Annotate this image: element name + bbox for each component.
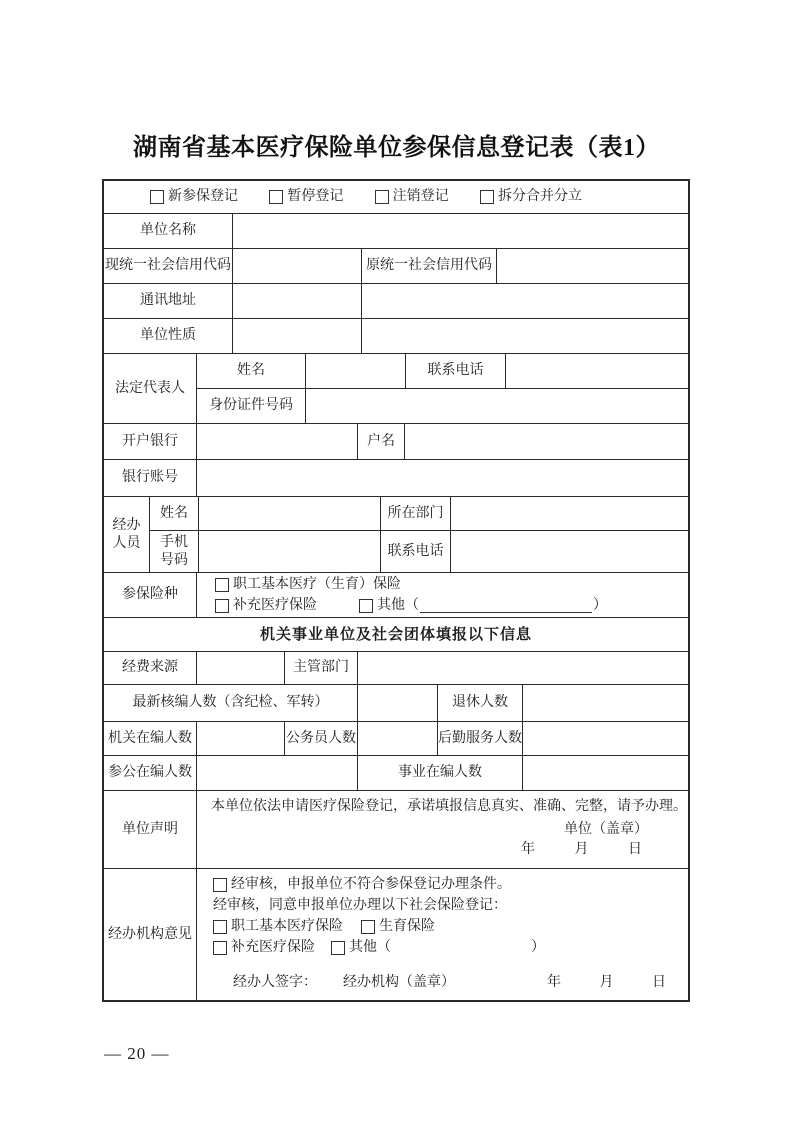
section-header-row [104, 617, 688, 651]
ref-civil-field[interactable] [196, 756, 357, 790]
address-field-left[interactable] [232, 284, 361, 318]
insurance-type-options [196, 573, 688, 617]
legal-rep-id-label: 身份证件号码 [209, 398, 293, 413]
declaration-day: 日 [628, 842, 642, 857]
unit-type-field-right[interactable] [361, 319, 688, 353]
opinion-options-line1 [213, 916, 680, 937]
agency-opinion-label: 经办机构意见 [108, 926, 192, 942]
opinion-employee-medical-label: 职工基本医疗保险 [231, 919, 343, 934]
legal-rep-name-row [197, 354, 688, 388]
employee-medical-option [215, 574, 401, 595]
institution-count-label: 事业在编人数 [357, 756, 522, 790]
checkbox-icon[interactable] [375, 190, 389, 204]
section-header: 机关事业单位及社会团体填报以下信息 [259, 626, 532, 643]
form-title: 湖南省基本医疗保险单位参保信息登记表（表1） [133, 135, 660, 161]
checkbox-icon[interactable] [480, 190, 494, 204]
opinion-date-group [547, 972, 666, 993]
checkbox-icon[interactable] [213, 878, 227, 892]
split-merge-label: 拆分合并分立 [497, 189, 582, 204]
registration-form-table [102, 179, 690, 1002]
funding-source-row [104, 651, 688, 684]
checkbox-icon[interactable] [213, 920, 227, 934]
checkbox-icon[interactable] [215, 599, 229, 613]
opinion-supplementary-option [213, 937, 315, 958]
insurance-type-label: 参保险种 [122, 587, 178, 602]
supervisor-dept-label: 主管部门 [284, 652, 357, 684]
legal-rep-id-field[interactable] [305, 389, 688, 423]
supervisor-dept-field[interactable] [357, 652, 688, 684]
suspend-registration-option [269, 188, 343, 206]
cancel-registration-label: 注销登记 [392, 189, 449, 204]
other-insurance-suffix: ） [593, 598, 607, 613]
other-insurance-prefix: 其他（ [377, 598, 419, 613]
unit-name-label: 单位名称 [140, 223, 196, 238]
org-staff-row [104, 721, 688, 755]
checkbox-icon[interactable] [361, 920, 375, 934]
bank-account-field[interactable] [196, 460, 688, 496]
opinion-signature-line [213, 972, 680, 993]
agency-seal-label: 经办机构（盖章） [343, 975, 455, 990]
other-insurance-option [359, 595, 607, 616]
staff-quota-row [104, 684, 688, 721]
handler-name-row [150, 497, 688, 530]
ref-civil-label: 参公在编人数 [108, 765, 192, 780]
opinion-reject-option [213, 874, 680, 895]
supplementary-medical-label: 补充医疗保险 [233, 598, 317, 613]
logistics-field[interactable] [522, 722, 688, 755]
declaration-text: 本单位依法申请医疗保险登记，承诺填报信息真实、准确、完整，请予办理。 [211, 799, 687, 814]
checkbox-icon[interactable] [215, 578, 229, 592]
handler-mobile-label-line2: 号码 [160, 552, 188, 568]
bank-account-label: 银行账号 [122, 470, 178, 485]
opinion-other-suffix: ） [531, 940, 545, 955]
declaration-date-line [211, 840, 688, 860]
current-credit-code-label: 现统一社会信用代码 [105, 258, 231, 273]
retired-count-label: 退休人数 [437, 685, 522, 721]
suspend-registration-label: 暂停登记 [287, 189, 344, 204]
account-name-field[interactable] [404, 424, 688, 459]
civil-servant-field[interactable] [357, 722, 437, 755]
staff-quota-label: 最新核编人数（含纪检、军转） [132, 695, 329, 710]
opinion-options-line2 [213, 937, 680, 958]
registration-type-row [104, 181, 688, 213]
handler-label [104, 497, 149, 572]
handler-label-line1: 经办 [112, 517, 141, 533]
bank-row [104, 423, 688, 459]
checkbox-icon[interactable] [359, 599, 373, 613]
handler-mobile-label [150, 531, 198, 572]
checkbox-icon[interactable] [150, 190, 164, 204]
handler-mobile-label-line1: 手机 [160, 534, 188, 550]
handler-signature-label: 经办人签字： [233, 975, 317, 990]
handler-mobile-row [150, 530, 688, 572]
agency-opinion-content [196, 869, 688, 1000]
opinion-maternity-label: 生育保险 [379, 919, 435, 934]
unit-seal-line: 单位（盖章） [564, 822, 648, 837]
former-credit-code-label: 原统一社会信用代码 [361, 249, 496, 283]
opinion-other-fill-space[interactable] [391, 943, 531, 953]
handler-group [104, 496, 688, 572]
opinion-approve-text: 经审核，同意申报单位办理以下社会保险登记： [213, 898, 507, 913]
declaration-content [196, 791, 688, 868]
handler-mobile-field[interactable] [198, 531, 380, 572]
address-label: 通讯地址 [140, 293, 196, 308]
legal-rep-phone-field[interactable] [505, 354, 688, 388]
funding-source-field[interactable] [196, 652, 284, 684]
opinion-supplementary-label: 补充医疗保险 [231, 940, 315, 955]
opinion-day: 日 [652, 975, 666, 990]
opinion-employee-medical-option [213, 916, 343, 937]
legal-rep-id-row [197, 388, 688, 423]
supplementary-medical-option [215, 595, 317, 616]
logistics-label: 后勤服务人数 [437, 722, 522, 755]
account-name-label: 户名 [357, 424, 404, 459]
legal-rep-group [104, 353, 688, 423]
org-staff-label: 机关在编人数 [108, 730, 192, 746]
handler-name-label: 姓名 [160, 505, 188, 521]
handler-name-field[interactable] [198, 497, 380, 530]
cancel-registration-option [375, 188, 449, 206]
unit-name-row [104, 213, 688, 248]
declaration-row [104, 790, 688, 868]
org-staff-field[interactable] [196, 722, 284, 755]
unit-type-field-left[interactable] [232, 319, 361, 353]
bank-account-row [104, 459, 688, 496]
address-field-right[interactable] [361, 284, 688, 318]
page-number: — 20 — [104, 1044, 170, 1063]
agency-opinion-row [104, 868, 688, 1000]
bank-field[interactable] [196, 424, 357, 459]
handler-phone-field[interactable] [450, 531, 688, 572]
declaration-label: 单位声明 [122, 821, 178, 837]
declaration-month: 月 [574, 842, 589, 857]
unit-type-row [104, 318, 688, 353]
declaration-year: 年 [521, 842, 535, 857]
checkbox-icon[interactable] [331, 941, 345, 955]
legal-rep-label: 法定代表人 [115, 380, 185, 396]
funding-source-label: 经费来源 [122, 660, 178, 675]
insurance-type-row [104, 572, 688, 617]
other-insurance-fill-line[interactable] [420, 599, 592, 613]
handler-phone-label: 联系电话 [380, 531, 450, 572]
opinion-reject-label: 经审核，申报单位不符合参保登记办理条件。 [231, 877, 511, 892]
opinion-year: 年 [547, 975, 561, 990]
legal-rep-name-label: 姓名 [237, 363, 265, 378]
opinion-maternity-option [361, 916, 435, 937]
institution-count-field[interactable] [522, 756, 688, 790]
credit-code-row [104, 248, 688, 283]
retired-count-field[interactable] [522, 685, 688, 721]
opinion-other-option [331, 937, 545, 958]
new-registration-label: 新参保登记 [168, 189, 238, 204]
legal-rep-phone-label: 联系电话 [405, 354, 505, 388]
split-merge-option [480, 188, 582, 206]
unit-type-label: 单位性质 [140, 328, 196, 343]
staff-quota-field[interactable] [357, 685, 437, 721]
bank-label: 开户银行 [122, 433, 178, 449]
handler-dept-label: 所在部门 [380, 497, 450, 530]
civil-servant-label: 公务员人数 [284, 722, 357, 755]
address-row [104, 283, 688, 318]
former-credit-code-field[interactable] [496, 249, 688, 283]
current-credit-code-field[interactable] [232, 249, 361, 283]
unit-name-field[interactable] [232, 214, 688, 248]
opinion-month: 月 [599, 975, 614, 990]
checkbox-icon[interactable] [213, 941, 227, 955]
handler-dept-field[interactable] [450, 497, 688, 530]
checkbox-icon[interactable] [269, 190, 283, 204]
legal-rep-name-field[interactable] [305, 354, 405, 388]
employee-medical-label: 职工基本医疗（生育）保险 [233, 577, 401, 592]
new-registration-option [150, 188, 238, 206]
handler-label-line2: 人员 [112, 535, 141, 551]
opinion-other-prefix: 其他（ [349, 940, 391, 955]
ref-civil-row [104, 755, 688, 790]
